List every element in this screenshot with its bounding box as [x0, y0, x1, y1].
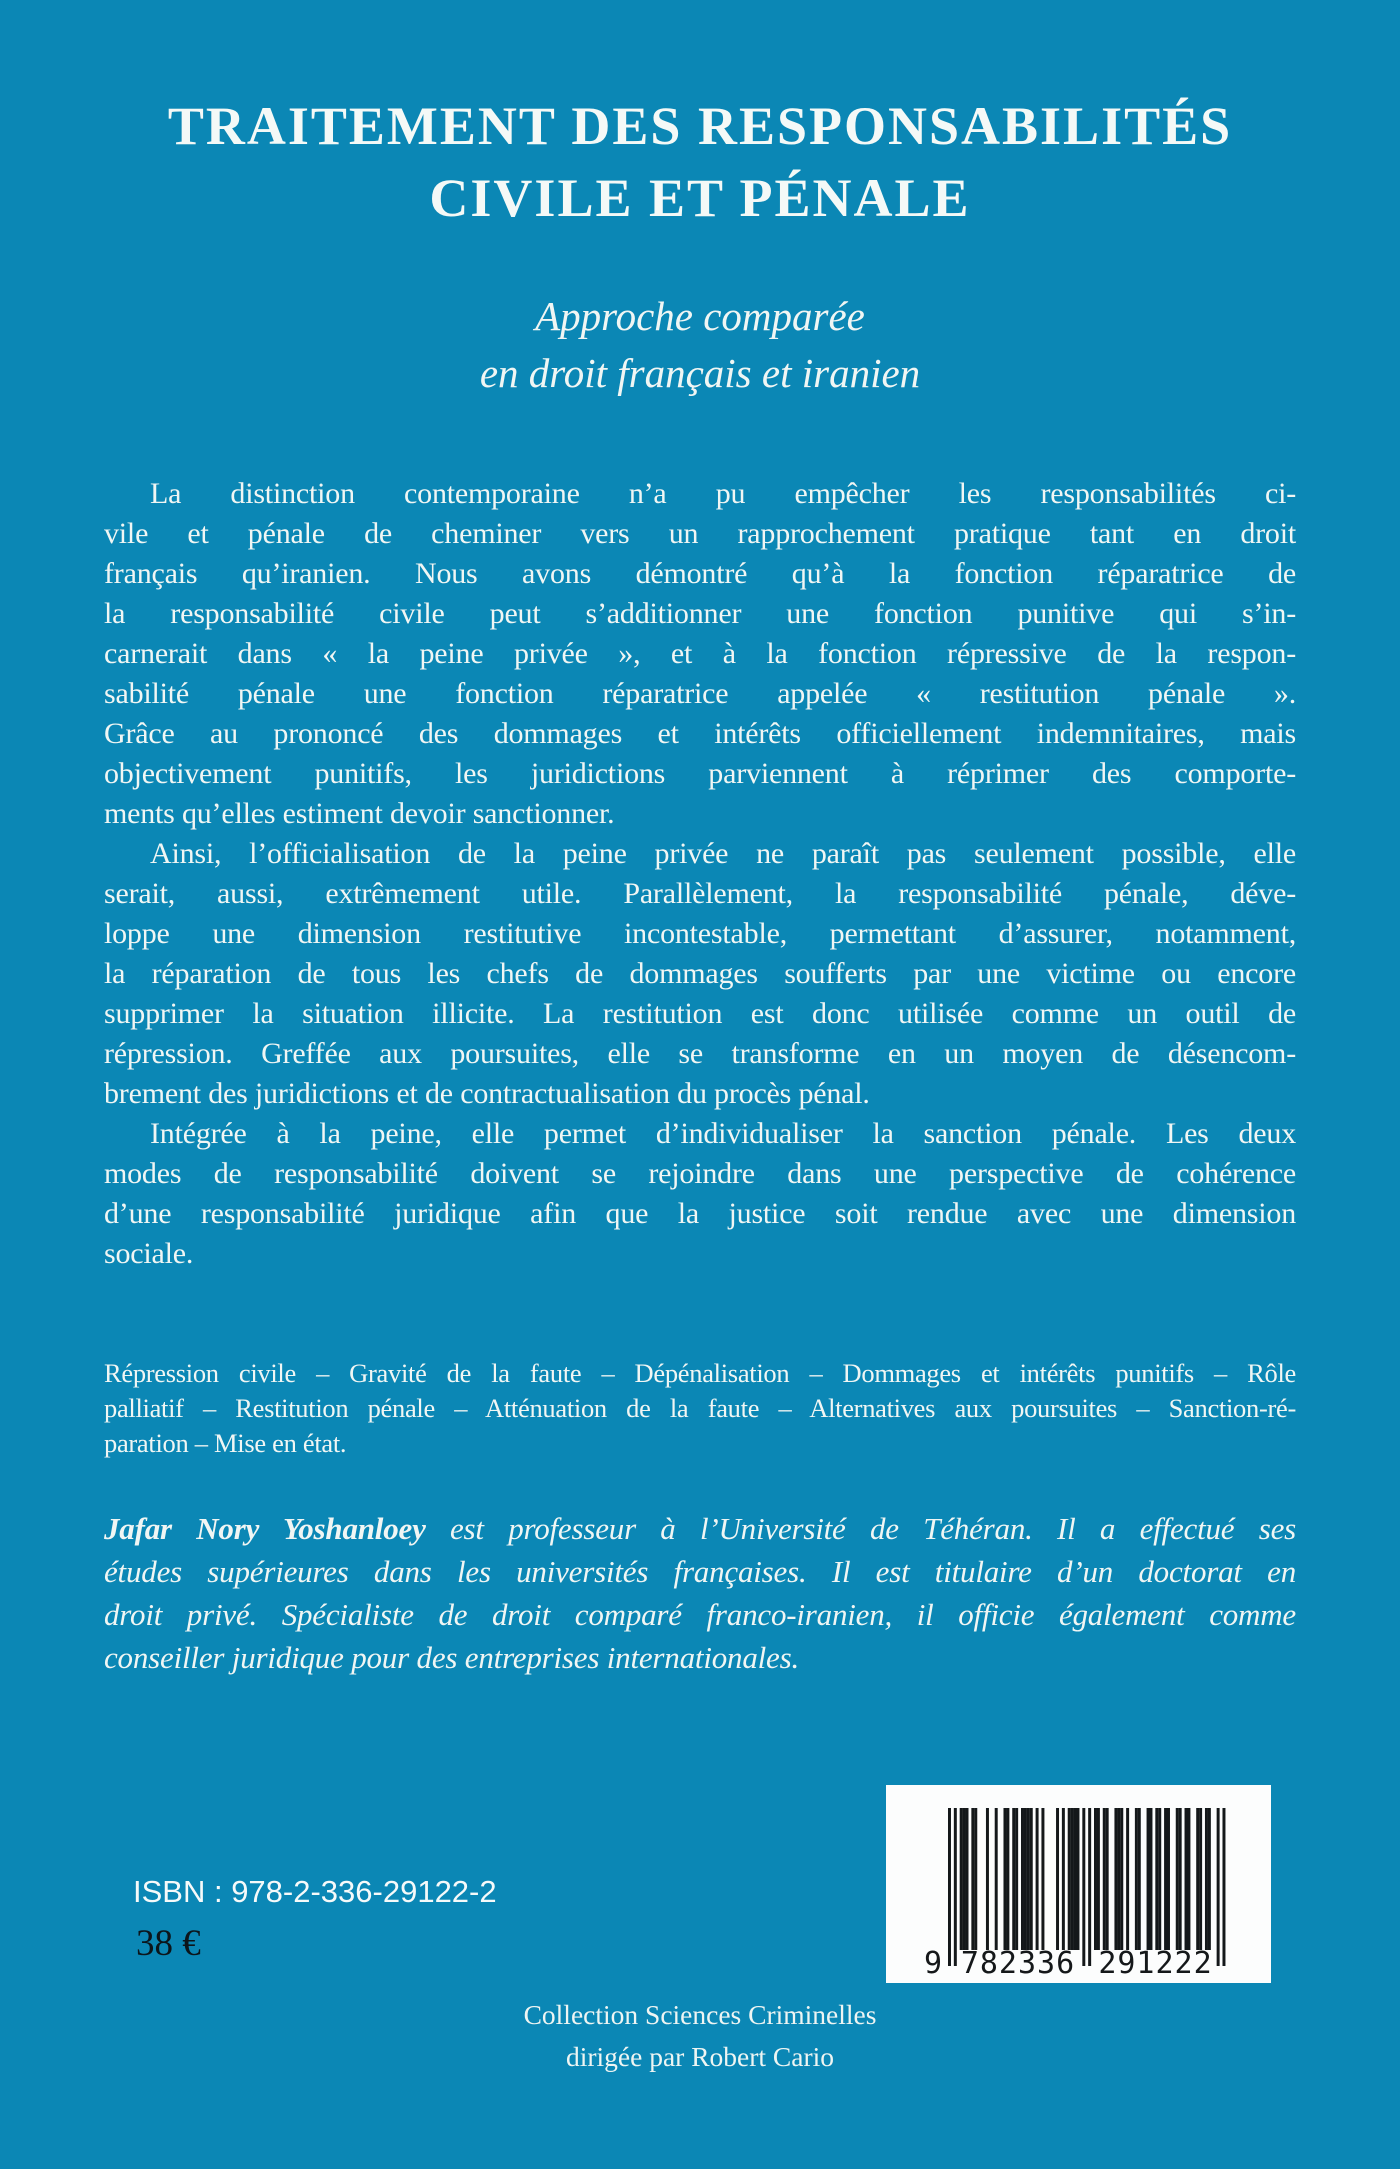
book-title-line-1: TRAITEMENT DES RESPONSABILITÉS [167, 96, 1233, 156]
author-name: Jafar Nory Yoshanloey [104, 1511, 426, 1546]
bio-line: conseiller juridique pour des entreprises internationales. [104, 1640, 800, 1675]
book-subtitle-line-1: Approche comparée [535, 293, 865, 339]
barcode-panel [886, 1785, 1271, 1983]
barcode-digits-right: 291222 [1098, 1946, 1213, 1981]
abstract-paragraph-2 [104, 834, 1296, 1114]
body-line: Grâce au prononcé des dommages et intérêts officiellement indemnitaires, mais [104, 717, 1296, 750]
book-title-line-2: CIVILE ET PÉNALE [429, 168, 971, 228]
body-line: la responsabilité civile peut s’additionner une fonction punitive qui s’in- [104, 597, 1296, 630]
body-line: sabilité pénale une fonction réparatrice appelée « restitution pénale ». [104, 677, 1296, 710]
body-line: brement des juridictions et de contractualisation du procès pénal. [104, 1077, 870, 1110]
back-cover-text [104, 474, 1296, 1679]
price-label: 38 € [136, 1923, 201, 1964]
body-line: supprimer la situation illicite. La restitution est donc utilisée comme un outil de [104, 997, 1296, 1030]
body-line: sociale. [104, 1237, 194, 1270]
keywords-line: paration – Mise en état. [104, 1428, 347, 1458]
body-line: carnerait dans « la peine privée », et à la fonction répressive de la respon- [104, 637, 1296, 670]
body-line: répression. Greffée aux poursuites, elle se transforme en un moyen de désencom- [104, 1037, 1296, 1070]
body-line: d’une responsabilité juridique afin que la justice soit rendue avec une dimension [104, 1197, 1296, 1230]
abstract-paragraph-3 [104, 1114, 1296, 1274]
isbn-label: ISBN : 978-2-336-29122-2 [133, 1874, 497, 1909]
collection-line-2: dirigée par Robert Cario [565, 2041, 835, 2072]
bio-line-1-text: est professeur à l’Université de Téhéran. Il a effectué ses [425, 1511, 1296, 1546]
barcode-digit-lead: 9 [923, 1946, 942, 1981]
bio-line: études supérieures dans les universités françaises. Il est titulaire d’un doctorat en [104, 1554, 1296, 1589]
body-line: ments qu’elles estiment devoir sanctionner. [104, 797, 615, 830]
body-line: serait, aussi, extrêmement utile. Parallèlement, la responsabilité pénale, déve- [104, 877, 1296, 910]
body-line: français qu’iranien. Nous avons démontré qu’à la fonction réparatrice de [104, 557, 1296, 590]
body-line: Ainsi, l’officialisation de la peine privée ne paraît pas seulement possible, elle [150, 837, 1296, 870]
keywords-line: palliatif – Restitution pénale – Atténuation de la faute – Alternatives aux poursuites – Sanction-ré- [104, 1393, 1296, 1423]
body-line: modes de responsabilité doivent se rejoindre dans une perspective de cohérence [104, 1157, 1296, 1190]
body-line: la réparation de tous les chefs de dommages soufferts par une victime ou encore [104, 957, 1296, 990]
body-line: vile et pénale de cheminer vers un rapprochement pratique tant en droit [104, 517, 1296, 550]
abstract-paragraph-1 [104, 474, 1296, 834]
collection-note [0, 1994, 1400, 2078]
collection-line-1: Collection Sciences Criminelles [523, 1999, 877, 2030]
bio-line [104, 1507, 1296, 1550]
barcode-bars [948, 1808, 1226, 1966]
body-line: Intégrée à la peine, elle permet d’individualiser la sanction pénale. Les deux [150, 1117, 1296, 1150]
barcode-digits-left: 782336 [960, 1946, 1076, 1981]
book-subtitle [0, 288, 1400, 402]
author-bio [104, 1507, 1296, 1679]
body-line: objectivement punitifs, les juridictions parviennent à réprimer des comporte- [104, 757, 1296, 790]
book-subtitle-line-2: en droit français et iranien [479, 350, 921, 396]
bio-line: droit privé. Spécialiste de droit comparé franco-iranien, il officie également comme [104, 1597, 1296, 1632]
keywords-block [104, 1356, 1296, 1461]
body-line: La distinction contemporaine n’a pu empêcher les responsabilités ci- [150, 477, 1296, 510]
body-line: loppe une dimension restitutive incontestable, permettant d’assurer, notamment, [104, 917, 1296, 950]
book-title [0, 0, 1400, 234]
keywords-line: Répression civile – Gravité de la faute – Dépénalisation – Dommages et intérêts punitifs – Rôle [104, 1358, 1296, 1388]
